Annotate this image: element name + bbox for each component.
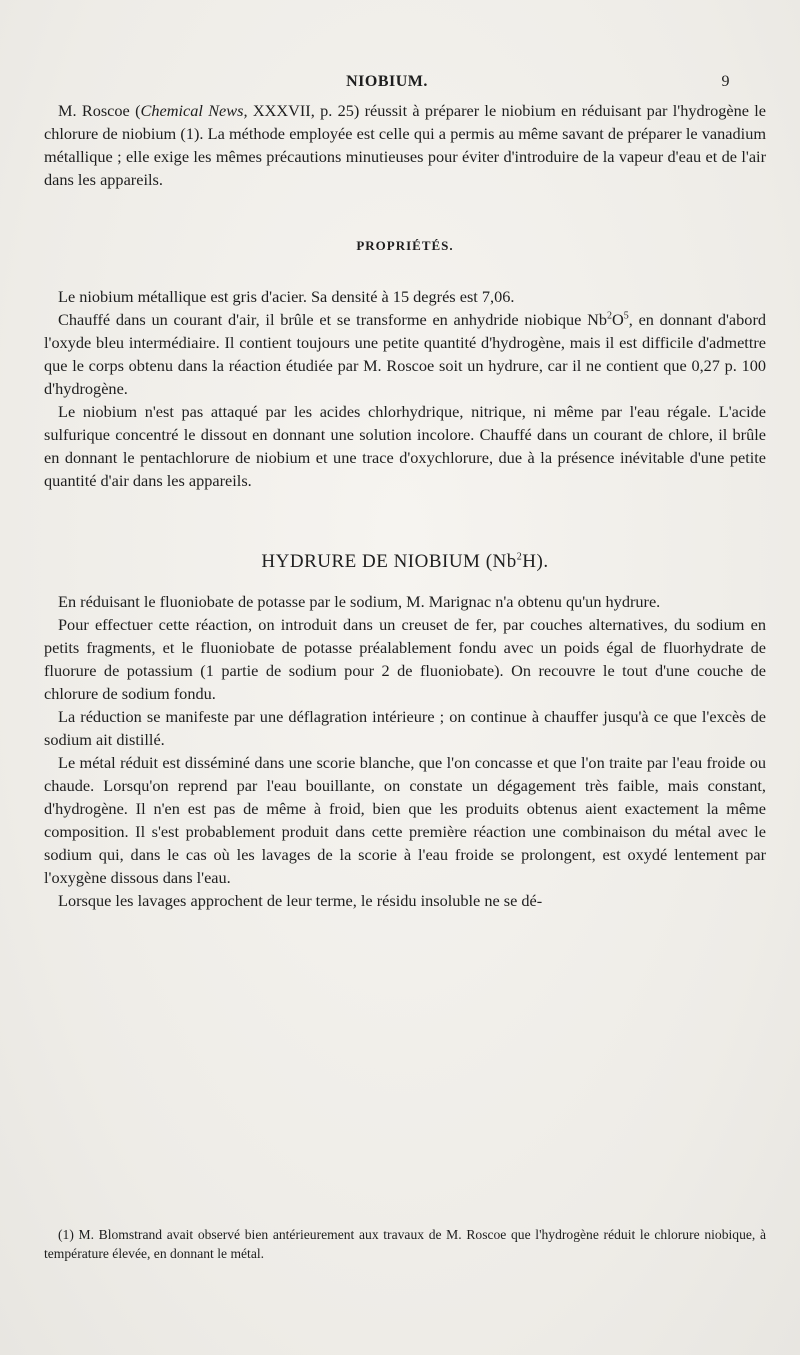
- hydride-paragraph-4: Le métal réduit est disséminé dans une scorie blanche, que l'on concasse et que l'on traite par l'eau froide ou chaude. Lorsqu'on reprend par l'eau bouillante, on constate un dégagement très faible, mais constant, d'hydrogène. Il n'en est pas de même à froid, bien que les produits obtenus aient exactement la même composition. Il s'est probablement produit dans cette première réaction une combinaison du métal avec le sodium qui, dans le cas où les lavages de la scorie à l'eau froide se prolongent, est oxydé lentement par l'oxygène dissous dans l'eau.: [44, 753, 766, 887]
- hydride-paragraph-5: Lorsque les lavages approchent de leur terme, le résidu insoluble ne se dé-: [58, 891, 543, 910]
- properties-paragraph-1: Le niobium métallique est gris d'acier. Sa densité à 15 degrés est 7,06.: [58, 287, 515, 306]
- running-head-title: NIOBIUM.: [346, 73, 428, 90]
- journal-title: Chemical News,: [140, 101, 248, 120]
- formula-superscript-2: 5: [623, 310, 629, 322]
- intro-text-start: M. Roscoe (: [58, 101, 141, 120]
- properties-p2-text-a: Chauffé dans un courant d'air, il brûle et se transforme en anhydride niobique Nb: [58, 310, 607, 329]
- hydride-heading-text-b: H).: [522, 551, 549, 572]
- hydride-paragraph-3: La réduction se manifeste par une déflagration intérieure ; on continue à chauffer jusqu'à ce que l'excès de sodium ait distillé.: [44, 707, 766, 749]
- footnote-text: (1) M. Blomstrand avait observé bien antérieurement aux travaux de M. Roscoe que l'hydrogène réduit le chlorure niobique, à température élevée, en donnant le métal.: [44, 1227, 766, 1261]
- hydride-paragraph-2: Pour effectuer cette réaction, on introduit dans un creuset de fer, par couches alternatives, du sodium en petits fragments, et le fluoniobate de potasse préalablement fondu avec un poids égal de fluorhydrate de fluorure de potassium (1 partie de sodium pour 2 de fluoniobate). On recouvre le tout d'une couche de chlorure de sodium fondu.: [44, 615, 766, 703]
- intro-paragraph: [44, 99, 766, 191]
- hydride-heading-superscript: 2: [516, 551, 523, 563]
- properties-p2-text-b: O: [612, 310, 624, 329]
- hydride-heading-text-a: HYDRURE DE NIOBIUM (Nb: [261, 551, 517, 572]
- footnote: [44, 1225, 766, 1263]
- properties-p2-text-c: , en donnant d'abord l'oxyde bleu intermédiaire. Il contient toujours une petite quantité d'hydrogène, mais il est difficile d'admettre que le corps obtenu dans la réaction étudiée par M. Roscoe soit un hydrure, car il ne contient que 0,27 p. 100 d'hydrogène.: [44, 310, 767, 398]
- running-head: [44, 73, 730, 95]
- section-heading-properties: PROPRIÉTÉS.: [356, 238, 454, 253]
- properties-paragraph-2: [44, 308, 766, 400]
- formula-superscript-1: 2: [607, 310, 612, 322]
- intro-text-end: XXXVII, p. 25) réussit à préparer le niobium en réduisant par l'hydrogène le chlorure de niobium (1). La méthode employée est celle qui a permis au même savant de préparer le vanadium métallique ; elle exige les mêmes précautions minutieuses pour éviter d'introduire de la vapeur d'eau et de l'air dans les appareils.: [44, 101, 766, 189]
- page-number: 9: [721, 73, 730, 90]
- properties-paragraph-3: Le niobium n'est pas attaqué par les acides chlorhydrique, nitrique, ni même par l'eau régale. L'acide sulfurique concentré le dissout en donnant une solution incolore. Chauffé dans un courant de chlore, il brûle en donnant le pentachlorure de niobium et une trace d'oxychlorure, due à la présence inévitable d'une petite quantité d'air dans les appareils.: [44, 402, 766, 490]
- section-heading-hydride: [44, 550, 766, 573]
- body-text: [44, 99, 766, 912]
- hydride-paragraph-1: En réduisant le fluoniobate de potasse par le sodium, M. Marignac n'a obtenu qu'un hydrure.: [58, 592, 661, 611]
